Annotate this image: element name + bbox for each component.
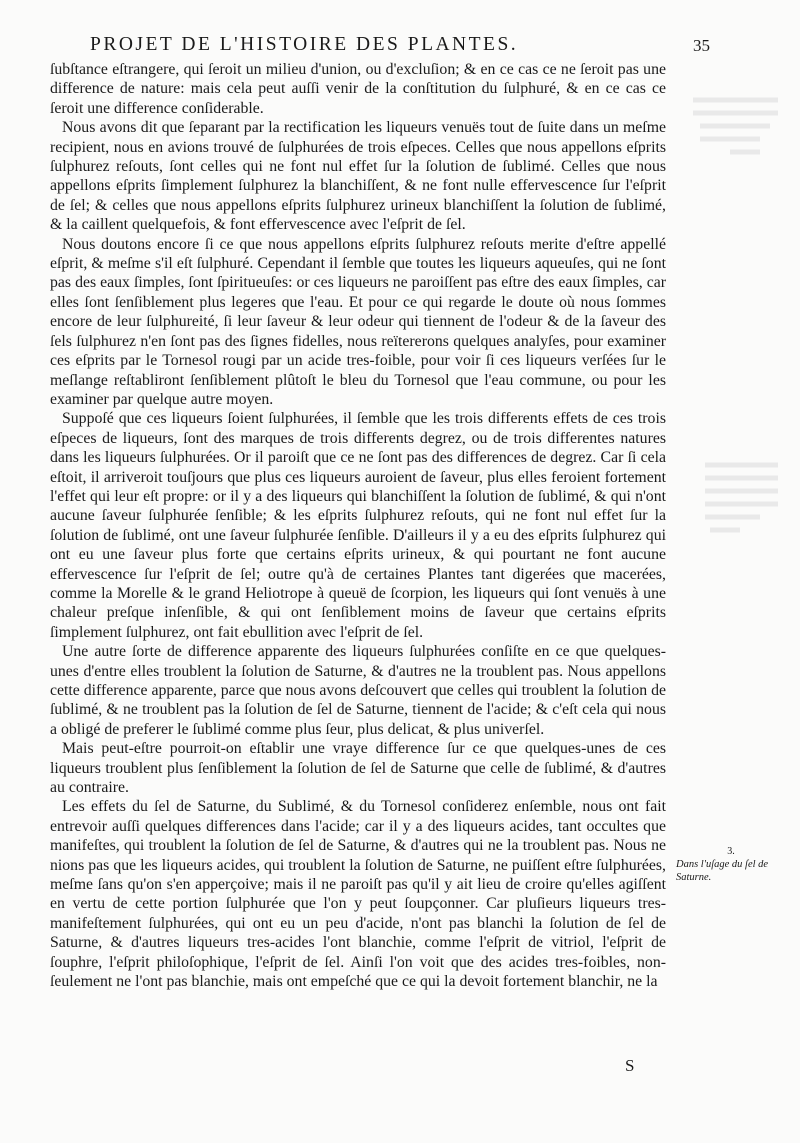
body-text (50, 60, 666, 992)
paragraph-2: Nous avons dit que ſeparant par la rectification les liqueurs venuës tout de ſuite dans un meſme recipient, nous en avions trouvé de ſulphurées de trois eſpeces. Celles que nous appellons eſprits ſulphurez reſouts, ſont celles qui ne font nul effet ſur la ſolution de ſublimé. Celles que nous appellons eſprits ſimplement ſulphurez la blanchiſſent, & ne font nulle effervescence ſur l'eſprit de ſel; & celles que nous appellons eſprits ſulphurez urineux blanchiſſent la ſolution de ſublimé, & la caillent quelquefois, & font effervescence avec l'eſprit de ſel. (50, 119, 666, 234)
page-number: 35 (693, 36, 710, 55)
header-title: PROJET DE L'HISTOIRE DES PLANTES. (90, 34, 519, 55)
paragraph-5: Une autre ſorte de difference apparente des liqueurs ſulphurées conſiſte en ce que quelques-unes d'entre elles troublent la ſolution de Saturne, & d'autres ne la troublent pas. Nous appellons cette difference apparente, parce que nous avons deſcouvert que celles qui troublent la ſolution de ſublimé, & ne troublent pas la ſolution de ſel de Saturne, tiennent de l'acide; & c'eſt cela qui nous a obligé de preferer le ſublimé comme plus ſeur, plus delicat, & plus univerſel. (50, 643, 666, 738)
paragraph-1: ſubſtance eſtrangere, qui ſeroit un milieu d'union, ou d'excluſion; & en ce cas ce ne ſeroit pas une difference de nature: mais cela peut auſſi venir de la conſtitution du ſulphuré, & en ce cas ce ſeroit une difference conſiderable. (50, 61, 666, 117)
paragraph-3: Nous doutons encore ſi ce que nous appellons eſprits ſulphurez reſouts merite d'eſtre appellé eſprit, & meſme s'il eſt ſulphuré. Cependant il ſemble que toutes les liqueurs aqueuſes, qui ne ſont pas des eaux ſimples, ſont ſpiritueuſes: or ces liqueurs ne paroiſſent pas eſtre des eaux ſimples, car elles ſont ſenſiblement plus legeres que l'eau. Et pour ce qui regarde le doute où nous ſommes encore de leur ſulphureité, ſi leur ſaveur & leur odeur qui tiennent de l'odeur & de la ſaveur des ſels ſulphurez n'en ſont pas des ſignes fidelles, nous reïtererons quelques analyſes, pour examiner ces eſprits par le Tornesol rougi par un acide tres-foible, pour voir ſi ces liqueurs verſées ſur le meſlange reſtabliront ſenſiblement plûtoſt le bleu du Tornesol que l'eau commune, ou pour les examiner par quelque autre moyen. (50, 235, 666, 408)
marginal-note (676, 845, 786, 884)
running-header (90, 34, 710, 60)
marginal-note-number: 3. (727, 846, 735, 857)
signature-mark: S (625, 1056, 635, 1075)
paragraph-4: Suppoſé que ces liqueurs ſoient ſulphurées, il ſemble que les trois differents effets de ces trois eſpeces de liqueurs, ſont des marques de trois differents degrez, ou de trois differentes natures dans les liqueurs ſulphurées. Or il paroiſt que ce ne ſont pas des differences de degrez. Car ſi cela eſtoit, il arriveroit touſjours que plus ces liqueurs auroient de ſaveur, plus elles feroient fortement l'effet qui leur eſt propre: or il y a des liqueurs qui blanchiſſent la ſolution de ſublimé, & qui n'ont aucune ſaveur ſulphurée ſenſible; & les eſprits ſulphurez reſouts, qui ne font nul effet ſur la ſolution de ſublimé, ont une ſaveur ſulphurée ſenſible. D'ailleurs il y a eu des eſprits ſulphurez qui ont eu une ſaveur plus forte que certains eſprits urineux, & qui pourtant ne font aucune effervescence ſur l'eſprit de ſel; outre qu'à de certaines Plantes tant digerées que macerées, comme la Morelle & le grand Heliotrope à queuë de ſcorpion, les liqueurs qui ſont venuës à une chaleur preſque inſenſible, & qui ont ſenſiblement moins de ſaveur que certains eſprits ſimplement ſulphurez, ont fait ebullition avec l'eſprit de ſel. (50, 410, 666, 641)
paragraph-6: Mais peut-eſtre pourroit-on eſtablir une vraye difference ſur ce que quelques-unes de ces liqueurs troublent plus ſenſiblement la ſolution de ſel de Saturne que celle de ſublimé, & d'autres au contraire. (50, 740, 666, 797)
marginal-note-text: Dans l'uſage du ſel de Saturne. (676, 859, 769, 883)
paragraph-7: Les effets du ſel de Saturne, du Sublimé, & du Tornesol conſiderez enſemble, nous ont fait entrevoir auſſi quelques differences dans l'acide; car il y a des liqueurs acides, tant occultes que manifeſtes, qui troublent la ſolution de ſel de Saturne, & d'autres qui ne la troublent pas. Nous ne nions pas que les liqueurs acides, qui troublent la ſolution de Saturne, ne puiſſent eſtre ſulphurées, meſme ſans qu'on s'en apperçoive; mais il ne paroiſt pas qu'il y ait lieu de croire qu'elles agiſſent en vertu de cette portion ſulphurée que l'on y peut ſoupçonner. Car pluſieurs liqueurs tres-manifeſtement ſulphurées, qui ont eu un peu d'acide, n'ont pas blanchi la ſolution de ſel de Saturne, & d'autres liqueurs tres-acides l'ont blanchie, comme l'eſprit de vitriol, l'eſprit de ſouphre, l'eſprit philoſophique, l'eſprit de ſel. Ainſi l'on voit que des acides tres-foibles, non-ſeulement ne l'ont pas blanchie, mais ont empeſché que ce qui la devoit fortement blanchir, ne la (50, 798, 666, 991)
